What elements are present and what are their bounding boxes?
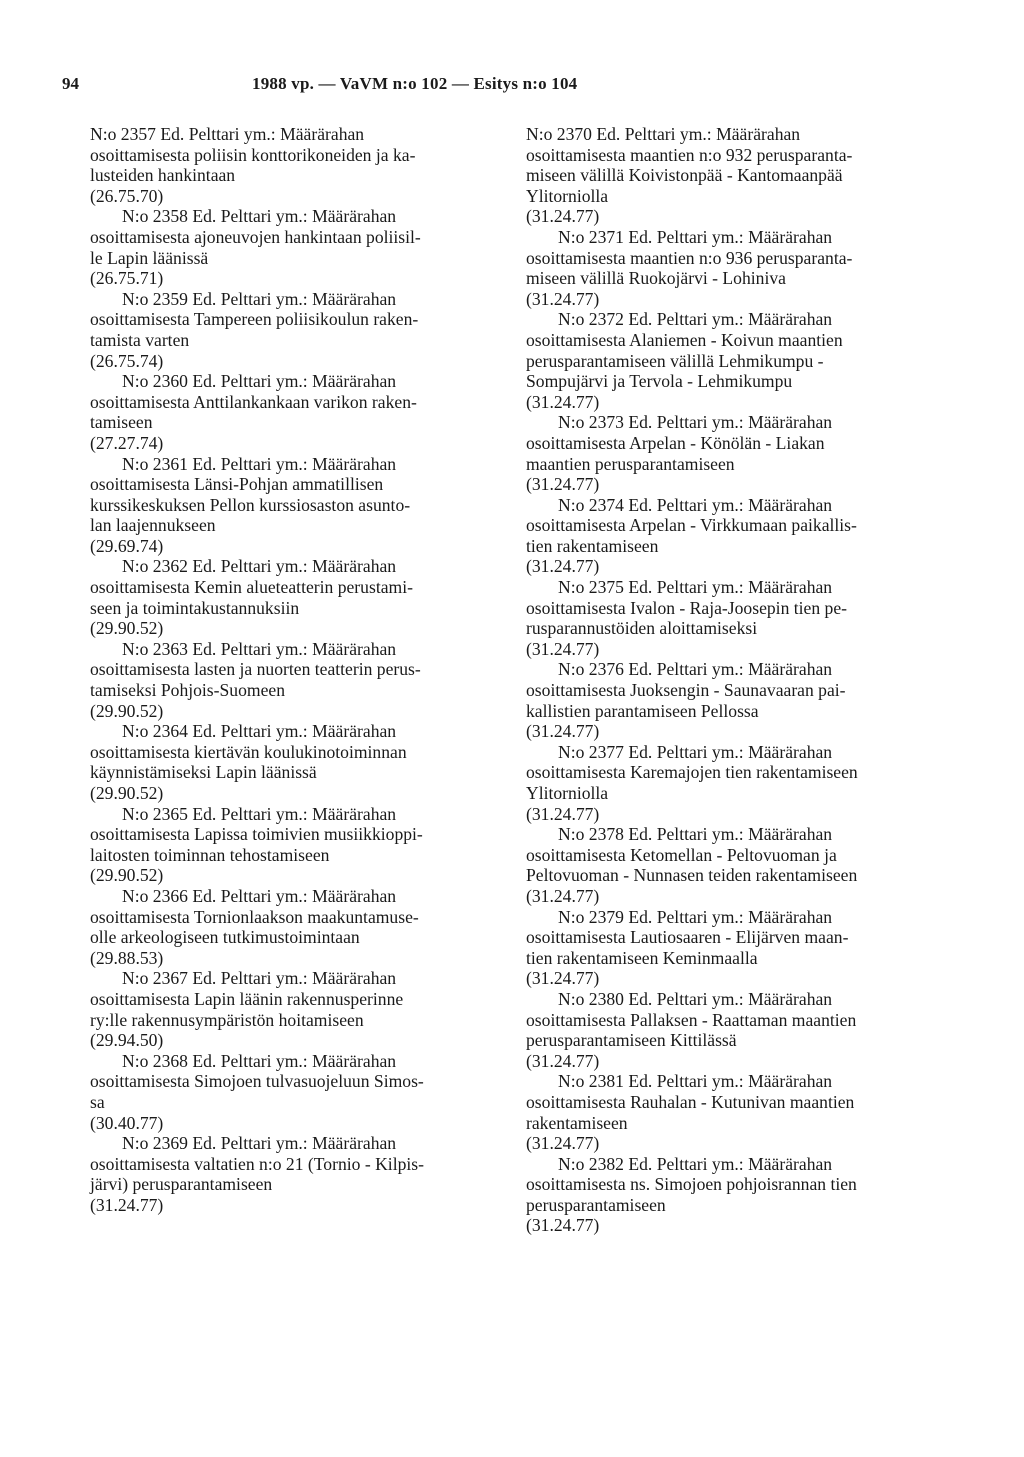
motion-text-line: perusparantamiseen välillä Lehmikumpu -	[526, 350, 824, 371]
motion-heading: N:o 2369 Ed. Pelttari ym.: Määrärahan	[122, 1133, 397, 1154]
motion-heading: N:o 2364 Ed. Pelttari ym.: Määrärahan	[122, 721, 397, 742]
motion-text-line: olle arkeologiseen tutkimustoimintaan	[90, 927, 360, 948]
motion-heading: N:o 2374 Ed. Pelttari ym.: Määrärahan	[558, 494, 833, 515]
page-number: 94	[62, 74, 79, 93]
motion-text-line: osoittamisesta kiertävän koulukinotoiminnan	[90, 741, 407, 762]
motion-heading: N:o 2370 Ed. Pelttari ym.: Määrärahan	[526, 124, 801, 144]
motion-text-line: osoittamisesta maantien n:o 932 perusparanta-	[526, 144, 853, 165]
motion-heading: N:o 2377 Ed. Pelttari ym.: Määrärahan	[558, 741, 833, 762]
motion-text-line: kurssikeskuksen Pellon kurssiosaston asunto-	[90, 494, 411, 515]
motion-text-line: (26.75.70)	[90, 185, 164, 206]
motion-heading: N:o 2357 Ed. Pelttari ym.: Määrärahan	[90, 124, 365, 144]
motion-text-line: osoittamisesta ns. Simojoen pohjoisrannan tien	[526, 1174, 857, 1195]
motion-heading: N:o 2358 Ed. Pelttari ym.: Määrärahan	[122, 206, 397, 227]
motion-text-line: osoittamisesta Rauhalan - Kutunivan maantien	[526, 1091, 855, 1112]
motion-text-line: osoittamisesta Alaniemen - Koivun maantien	[526, 329, 843, 350]
motion-entry	[90, 556, 530, 638]
motion-text-line: (29.69.74)	[90, 535, 164, 556]
motion-entry	[526, 577, 966, 659]
motion-heading: N:o 2371 Ed. Pelttari ym.: Määrärahan	[558, 226, 833, 247]
motion-heading: N:o 2380 Ed. Pelttari ym.: Määrärahan	[558, 988, 833, 1009]
motion-entry	[526, 824, 966, 906]
motion-text-line: käynnistämiseksi Lapin läänissä	[90, 762, 317, 783]
motion-heading: N:o 2366 Ed. Pelttari ym.: Määrärahan	[122, 885, 397, 906]
motion-text-line: (31.24.77)	[526, 1050, 600, 1071]
motion-text-line: osoittamisesta maantien n:o 936 perusparanta-	[526, 247, 853, 268]
motion-heading: N:o 2378 Ed. Pelttari ym.: Määrärahan	[558, 824, 833, 845]
motion-text-line: osoittamisesta Anttilankankaan varikon raken-	[90, 391, 417, 412]
motion-text-line: (31.24.77)	[90, 1194, 164, 1215]
motion-text-line: osoittamisesta Ivalon - Raja-Joosepin tien pe-	[526, 597, 848, 618]
motion-text-line: Ylitorniolla	[526, 185, 609, 206]
motion-text-line: Ylitorniolla	[526, 783, 609, 803]
motion-text-line: (29.90.52)	[90, 865, 164, 886]
running-title: 1988 vp. — VaVM n:o 102 — Esitys n:o 104	[252, 74, 578, 93]
motion-entry	[90, 1051, 530, 1133]
motion-entry	[90, 639, 530, 721]
motion-text-line: tien rakentamiseen	[526, 535, 659, 556]
motion-text-line: (29.90.52)	[90, 700, 164, 721]
motion-entry	[526, 495, 966, 577]
motion-entry	[526, 742, 966, 824]
motion-text-line: (27.27.74)	[90, 432, 164, 453]
motion-entry	[90, 804, 530, 886]
motion-heading: N:o 2382 Ed. Pelttari ym.: Määrärahan	[558, 1153, 833, 1174]
motion-heading: N:o 2375 Ed. Pelttari ym.: Määrärahan	[558, 577, 833, 598]
motion-text-line: osoittamisesta Arpelan - Könölän - Liakan	[526, 432, 825, 453]
motion-text-line: rusparannustöiden aloittamiseksi	[526, 618, 758, 639]
motion-text-line: laitosten toiminnan tehostamiseen	[90, 844, 330, 865]
motion-text-line: (29.90.52)	[90, 783, 164, 803]
motion-text-line: (31.24.77)	[526, 885, 600, 906]
motion-heading: N:o 2381 Ed. Pelttari ym.: Määrärahan	[558, 1071, 833, 1092]
motion-text-line: (26.75.71)	[90, 268, 164, 289]
motion-heading: N:o 2367 Ed. Pelttari ym.: Määrärahan	[122, 968, 397, 989]
motion-entry	[90, 206, 530, 288]
motion-text-line: le Lapin läänissä	[90, 247, 209, 268]
motion-entry	[526, 989, 966, 1071]
motion-entry	[90, 968, 530, 1050]
motion-text-line: (29.94.50)	[90, 1030, 164, 1051]
motion-text-line: rakentamiseen	[526, 1112, 628, 1133]
motion-text-line: maantien perusparantamiseen	[526, 453, 735, 474]
motion-text-line: (31.24.77)	[526, 638, 600, 659]
motion-text-line: tamiseksi Pohjois-Suomeen	[90, 680, 285, 701]
motion-entry	[526, 907, 966, 989]
motion-text-line: (31.24.77)	[526, 803, 600, 824]
motion-text-line: osoittamisesta valtatien n:o 21 (Tornio - Kilpis-	[90, 1153, 424, 1174]
motion-text-line: osoittamisesta poliisin konttorikoneiden ja ka-	[90, 144, 416, 165]
motion-text-line: Sompujärvi ja Tervola - Lehmikumpu	[526, 371, 793, 392]
motion-heading: N:o 2359 Ed. Pelttari ym.: Määrärahan	[122, 288, 397, 309]
motion-entry	[90, 454, 530, 557]
motion-text-line: osoittamisesta lasten ja nuorten teatterin perus-	[90, 659, 421, 680]
motion-entry	[526, 227, 966, 309]
motion-text-line: (26.75.74)	[90, 350, 164, 371]
motion-text-line: osoittamisesta Pallaksen - Raattaman maantien	[526, 1009, 857, 1030]
right-column	[526, 124, 966, 1236]
motion-heading: N:o 2376 Ed. Pelttari ym.: Määrärahan	[558, 659, 833, 680]
motion-text-line: (31.24.77)	[526, 1133, 600, 1154]
motion-text-line: osoittamisesta Tornionlaakson maakuntamuse-	[90, 906, 419, 927]
motion-text-line: miseen välillä Ruokojärvi - Lohiniva	[526, 268, 786, 289]
motion-heading: N:o 2365 Ed. Pelttari ym.: Määrärahan	[122, 803, 397, 824]
motion-heading: N:o 2360 Ed. Pelttari ym.: Määrärahan	[122, 371, 397, 392]
motion-text-line: osoittamisesta Juoksengin - Saunavaaran pai-	[526, 680, 846, 701]
motion-text-line: osoittamisesta Ketomellan - Peltovuoman ja	[526, 844, 837, 865]
motion-entry	[90, 886, 530, 968]
motion-entry	[526, 309, 966, 412]
motion-text-line: (29.90.52)	[90, 618, 164, 639]
motion-text-line: osoittamisesta Tampereen poliisikoulun raken-	[90, 309, 419, 330]
motion-text-line: osoittamisesta Länsi-Pohjan ammatillisen	[90, 474, 384, 495]
motion-text-line: lan laajennukseen	[90, 515, 216, 536]
motion-text-line: (31.24.77)	[526, 474, 600, 495]
motion-text-line: tamista varten	[90, 329, 190, 350]
motion-text-line: (31.24.77)	[526, 1215, 600, 1236]
motion-entry	[90, 124, 530, 206]
motion-entry	[526, 412, 966, 494]
motion-text-line: osoittamisesta ajoneuvojen hankintaan poliisil-	[90, 226, 421, 247]
motion-heading: N:o 2373 Ed. Pelttari ym.: Määrärahan	[558, 412, 833, 433]
motion-text-line: ry:lle rakennusympäristön hoitamiseen	[90, 1009, 364, 1030]
motion-heading: N:o 2379 Ed. Pelttari ym.: Määrärahan	[558, 906, 833, 927]
motion-text-line: osoittamisesta Lautiosaaren - Elijärven maan-	[526, 927, 849, 948]
motion-text-line: (29.88.53)	[90, 947, 164, 968]
motion-entry	[90, 1133, 530, 1215]
motion-text-line: tamiseen	[90, 412, 153, 433]
motion-text-line: tien rakentamiseen Keminmaalla	[526, 947, 758, 968]
motion-text-line: (31.24.77)	[526, 391, 600, 412]
motion-text-line: (31.24.77)	[526, 721, 600, 742]
motion-heading: N:o 2362 Ed. Pelttari ym.: Määrärahan	[122, 556, 397, 577]
motion-text-line: perusparantamiseen Kittilässä	[526, 1030, 737, 1051]
motion-text-line: (31.24.77)	[526, 968, 600, 989]
motion-text-line: lusteiden hankintaan	[90, 165, 236, 186]
motion-text-line: (30.40.77)	[90, 1112, 164, 1133]
motion-text-line: osoittamisesta Karemajojen tien rakentamiseen	[526, 762, 858, 783]
motion-text-line: perusparantamiseen	[526, 1194, 666, 1215]
motion-entry	[90, 721, 530, 803]
motion-heading: N:o 2372 Ed. Pelttari ym.: Määrärahan	[558, 309, 833, 330]
motion-text-line: osoittamisesta Lapissa toimivien musiikkioppi-	[90, 824, 423, 845]
page-header	[62, 74, 962, 104]
motion-text-line: (31.24.77)	[526, 556, 600, 577]
motion-text-line: kallistien parantamiseen Pellossa	[526, 700, 759, 721]
motion-entry	[90, 289, 530, 371]
motion-entry	[90, 371, 530, 453]
motion-heading: N:o 2361 Ed. Pelttari ym.: Määrärahan	[122, 453, 397, 474]
motion-text-line: osoittamisesta Arpelan - Virkkumaan paikallis-	[526, 515, 857, 536]
motion-text-line: järvi) perusparantamiseen	[90, 1174, 273, 1195]
motion-text-line: seen ja toimintakustannuksiin	[90, 597, 300, 618]
motion-text-line: osoittamisesta Kemin alueteatterin perustami-	[90, 577, 413, 598]
motion-entry	[526, 1071, 966, 1153]
left-column	[90, 124, 530, 1215]
motion-text-line: miseen välillä Koivistonpää - Kantomaanpää	[526, 165, 843, 186]
motion-text-line: osoittamisesta Lapin läänin rakennusperinne	[90, 988, 404, 1009]
motion-text-line: (31.24.77)	[526, 288, 600, 309]
motion-heading: N:o 2363 Ed. Pelttari ym.: Määrärahan	[122, 638, 397, 659]
motion-text-line: sa	[90, 1091, 105, 1112]
motion-heading: N:o 2368 Ed. Pelttari ym.: Määrärahan	[122, 1050, 397, 1071]
motion-text-line: Peltovuoman - Nunnasen teiden rakentamiseen	[526, 865, 858, 886]
motion-entry	[526, 659, 966, 741]
motion-text-line: (31.24.77)	[526, 206, 600, 227]
motion-entry	[526, 1154, 966, 1236]
motion-entry	[526, 124, 966, 227]
motion-text-line: osoittamisesta Simojoen tulvasuojeluun Simos-	[90, 1071, 424, 1092]
